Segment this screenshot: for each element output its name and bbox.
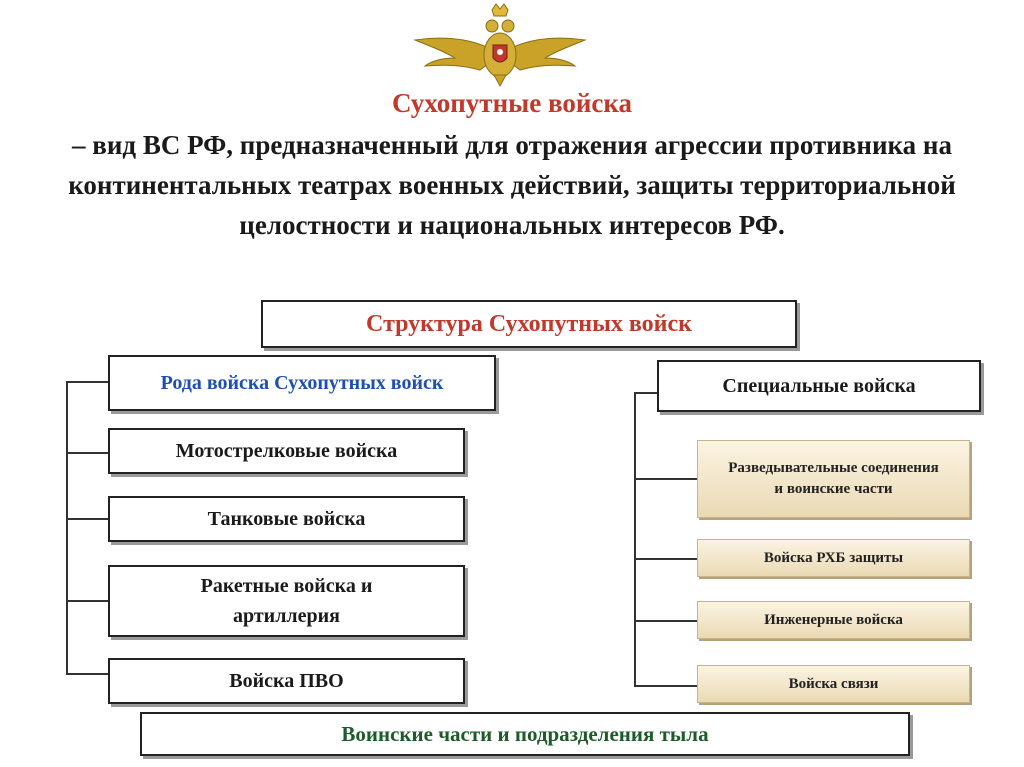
connector-tick — [634, 685, 698, 687]
special-nbc-protection: Войска РХБ защиты — [697, 539, 970, 577]
rear-services-box: Воинские части и подразделения тыла — [140, 712, 910, 756]
connector-tick — [66, 518, 110, 520]
special-header: Специальные войска — [657, 360, 981, 412]
special-reconnaissance: Разведывательные соединения и воинские части — [697, 440, 970, 518]
branch-missile-artillery: Ракетные войска и артиллерия — [108, 565, 465, 637]
branches-header: Рода войска Сухопутных войск — [108, 355, 496, 411]
connector-tick — [66, 381, 110, 383]
connector-tick — [66, 600, 110, 602]
page-title: Сухопутные войска — [391, 88, 633, 118]
structure-header: Структура Сухопутных войск — [261, 300, 797, 348]
branch-motor-rifle: Мотострелковые войска — [108, 428, 465, 474]
special-engineers: Инженерные войска — [697, 601, 970, 639]
branches-connector-line — [66, 382, 68, 674]
special-connector-line — [634, 393, 636, 687]
definition-text: – вид ВС РФ, предназначенный для отражения агрессии противника на континентальных театрах военных действий, защиты территориальной целостности и национальных интересов РФ. — [68, 130, 956, 240]
connector-tick — [66, 452, 110, 454]
connector-tick — [634, 478, 698, 480]
connector-tick — [66, 673, 110, 675]
branch-air-defense: Войска ПВО — [108, 658, 465, 704]
armed-forces-emblem-icon — [410, 0, 590, 90]
branch-tank: Танковые войска — [108, 496, 465, 542]
connector-tick — [634, 392, 658, 394]
special-signals: Войска связи — [697, 665, 970, 703]
connector-tick — [634, 558, 698, 560]
connector-tick — [634, 620, 698, 622]
